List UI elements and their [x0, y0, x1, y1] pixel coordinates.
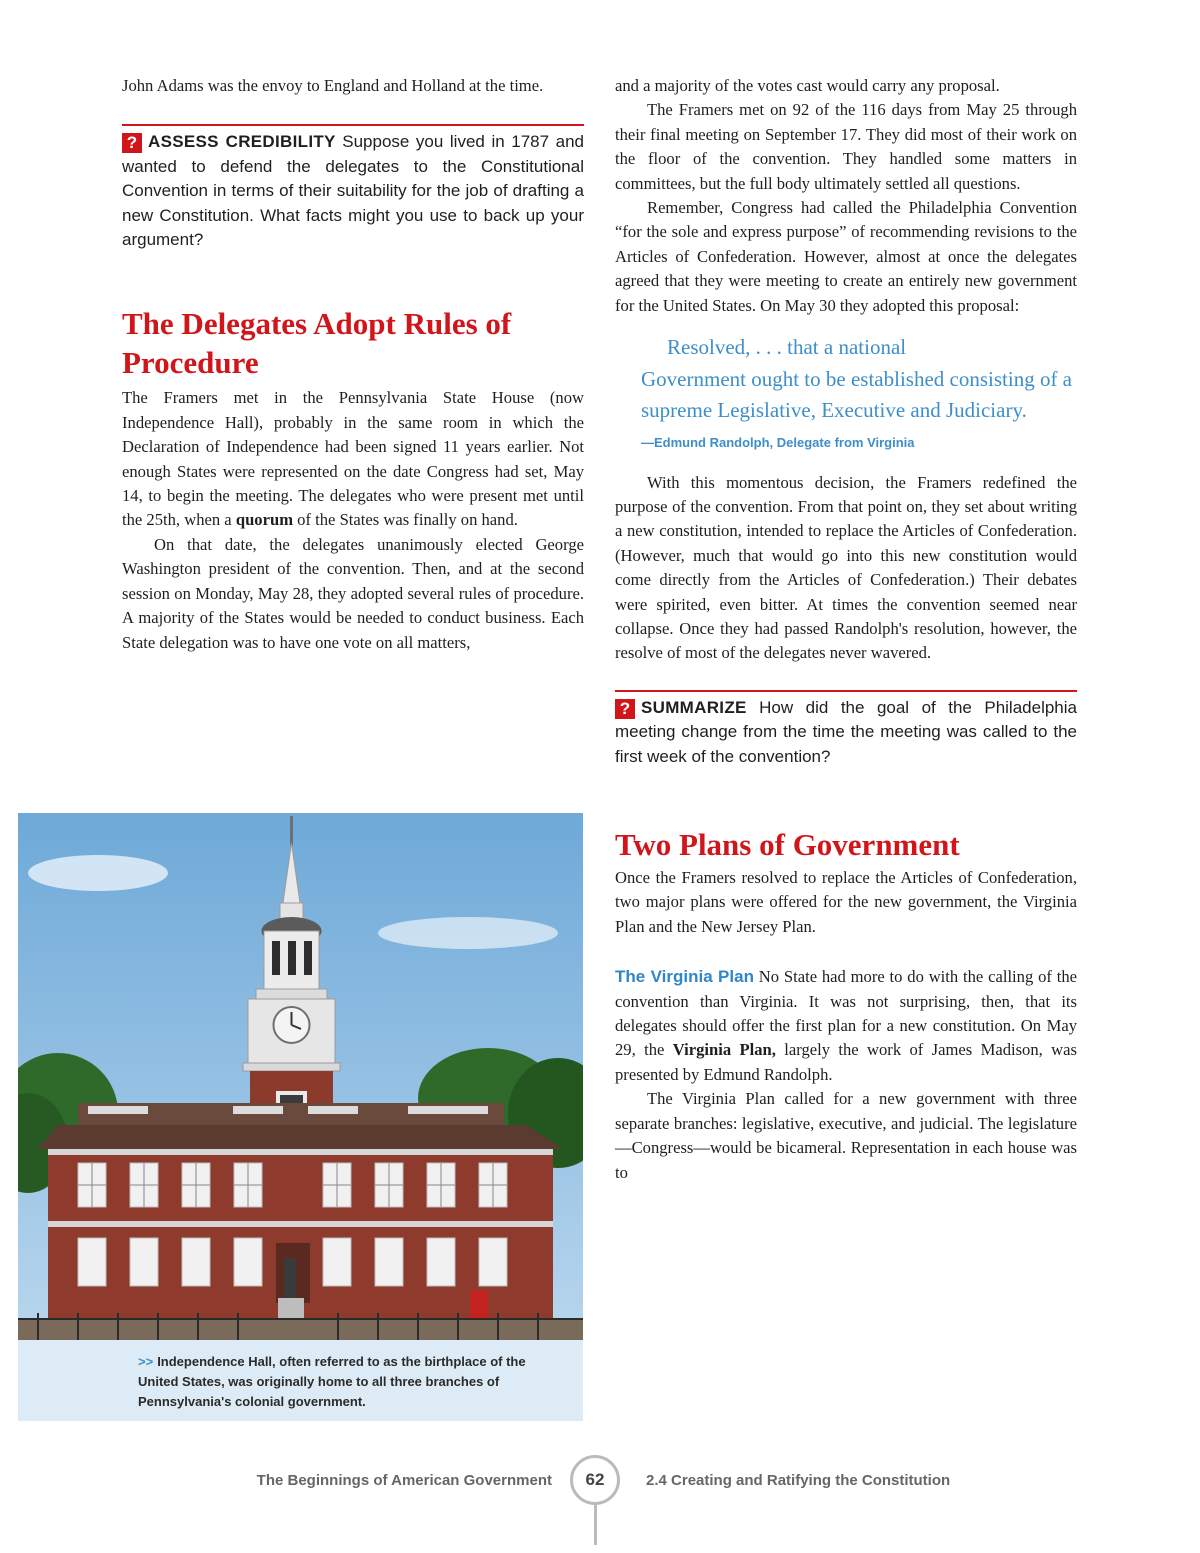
body-paragraph: On that date, the delegates unanimously elected George Washington president of the convention. Then, and at the second session on Monday, May 28, they adopted several rules of procedure. A majority of the States would be needed to conduct business. Each State delegation was to have one vote on all matters,: [122, 534, 584, 652]
quote-attribution: —Edmund Randolph, Delegate from Virginia: [641, 434, 915, 450]
photo-figure: [18, 813, 583, 1421]
section-heading-rules: The Delegates Adopt Rules of Procedure: [122, 306, 512, 381]
right-column: [615, 74, 1077, 1185]
callout-label: SUMMARIZE: [641, 697, 747, 717]
page-number: 62: [570, 1455, 620, 1505]
body-paragraph: Remember, Congress had called the Philadelphia Convention “for the sole and express purpose” of recommending revisions to the Articles of Confederation. However, almost at once the delegates agreed that they were meeting to create an entirely new government for the United States. On May 30 they adopted this proposal:: [615, 198, 1077, 315]
subhead-virginia-plan: The Virginia Plan: [615, 967, 754, 987]
callout-text: How did the goal of the Philadelphia meeting change from the time the meeting was called to the first week of the convention?: [615, 697, 1077, 766]
body-paragraph: The Framers met on 92 of the 116 days from May 25 through their final meeting on September 17. They did most of their work on the floor of the convention. They handled some matters in committees, but the full body ultimately settled all questions.: [615, 100, 1077, 193]
footer-section-title: 2.4 Creating and Ratifying the Constitution: [646, 1472, 951, 1489]
body-paragraph: The Virginia Plan called for a new government with three separate branches: legislative, executive, and judicial. The legislature—Congress—would be bicameral. Representation in each house was to: [615, 1089, 1077, 1182]
caption-arrow-icon: >>: [138, 1354, 154, 1369]
body-paragraph: The Virginia Plan No State had more to do with the calling of the convention than Virginia. It was not surprising, then, that its delegates should offer the first plan for a new constitution. On May 29, the Virginia Plan, largely the work of James Madison, was presented by Edmund Randolph.: [615, 967, 1077, 1084]
photo-caption: >> Independence Hall, often referred to as the birthplace of the United States, was originally home to all three branches of Pennsylvania's colonial government.: [138, 1354, 526, 1409]
left-column: [122, 74, 584, 655]
assess-credibility-callout: [122, 124, 584, 252]
section-heading-plans: Two Plans of Government: [615, 827, 960, 863]
page-footer: [0, 1455, 1200, 1553]
independence-hall-photo: [18, 813, 583, 1340]
question-icon: ?: [615, 699, 635, 719]
randolph-quote: Resolved, . . . that a national Government ought to be established consisting of a supreme Legislative, Executive and Judiciary.: [641, 335, 1073, 423]
callout-text: Suppose you lived in 1787 and wanted to defend the delegates to the Constitutional Convention in terms of their suitability for the job of drafting a new Constitution. What facts might you use to back up your argument?: [122, 132, 584, 250]
body-paragraph: and a majority of the votes cast would carry any proposal.: [615, 76, 1000, 95]
key-term-virginia-plan: Virginia Plan,: [672, 1040, 776, 1060]
callout-label: ASSESS CREDIBILITY: [148, 132, 336, 152]
key-term-quorum: quorum: [235, 510, 294, 530]
body-paragraph: With this momentous decision, the Framers redefined the purpose of the convention. From that point on, they set about writing a new constitution, intended to replace the Articles of Confederation. (However, much that would go into this new constitution would come directly from the Articles of Confederation.) Their debates were spirited, even bitter. At times the convention seemed near collapse. Once they had passed Randolph's resolution, however, the resolve of most of the delegates never wavered.: [615, 472, 1077, 663]
summarize-callout: [615, 690, 1077, 769]
page-number-stem: [594, 1505, 597, 1545]
body-paragraph: Once the Framers resolved to replace the Articles of Confederation, two major plans were offered for the new government, the Virginia Plan and the New Jersey Plan.: [615, 868, 1077, 936]
footer-chapter-title: The Beginnings of American Government: [256, 1472, 552, 1489]
intro-paragraph: John Adams was the envoy to England and Holland at the time.: [122, 76, 544, 95]
body-paragraph: The Framers met in the Pennsylvania State House (now Independence Hall), probably in the same room in which the Declaration of Independence had been signed 11 years earlier. Not enough States were represented on the date Congress had set, May 14, to begin the meeting. The delegates who were present met until the 25th, when a quorum of the States was finally on hand.: [122, 388, 584, 530]
question-icon: ?: [122, 133, 142, 153]
